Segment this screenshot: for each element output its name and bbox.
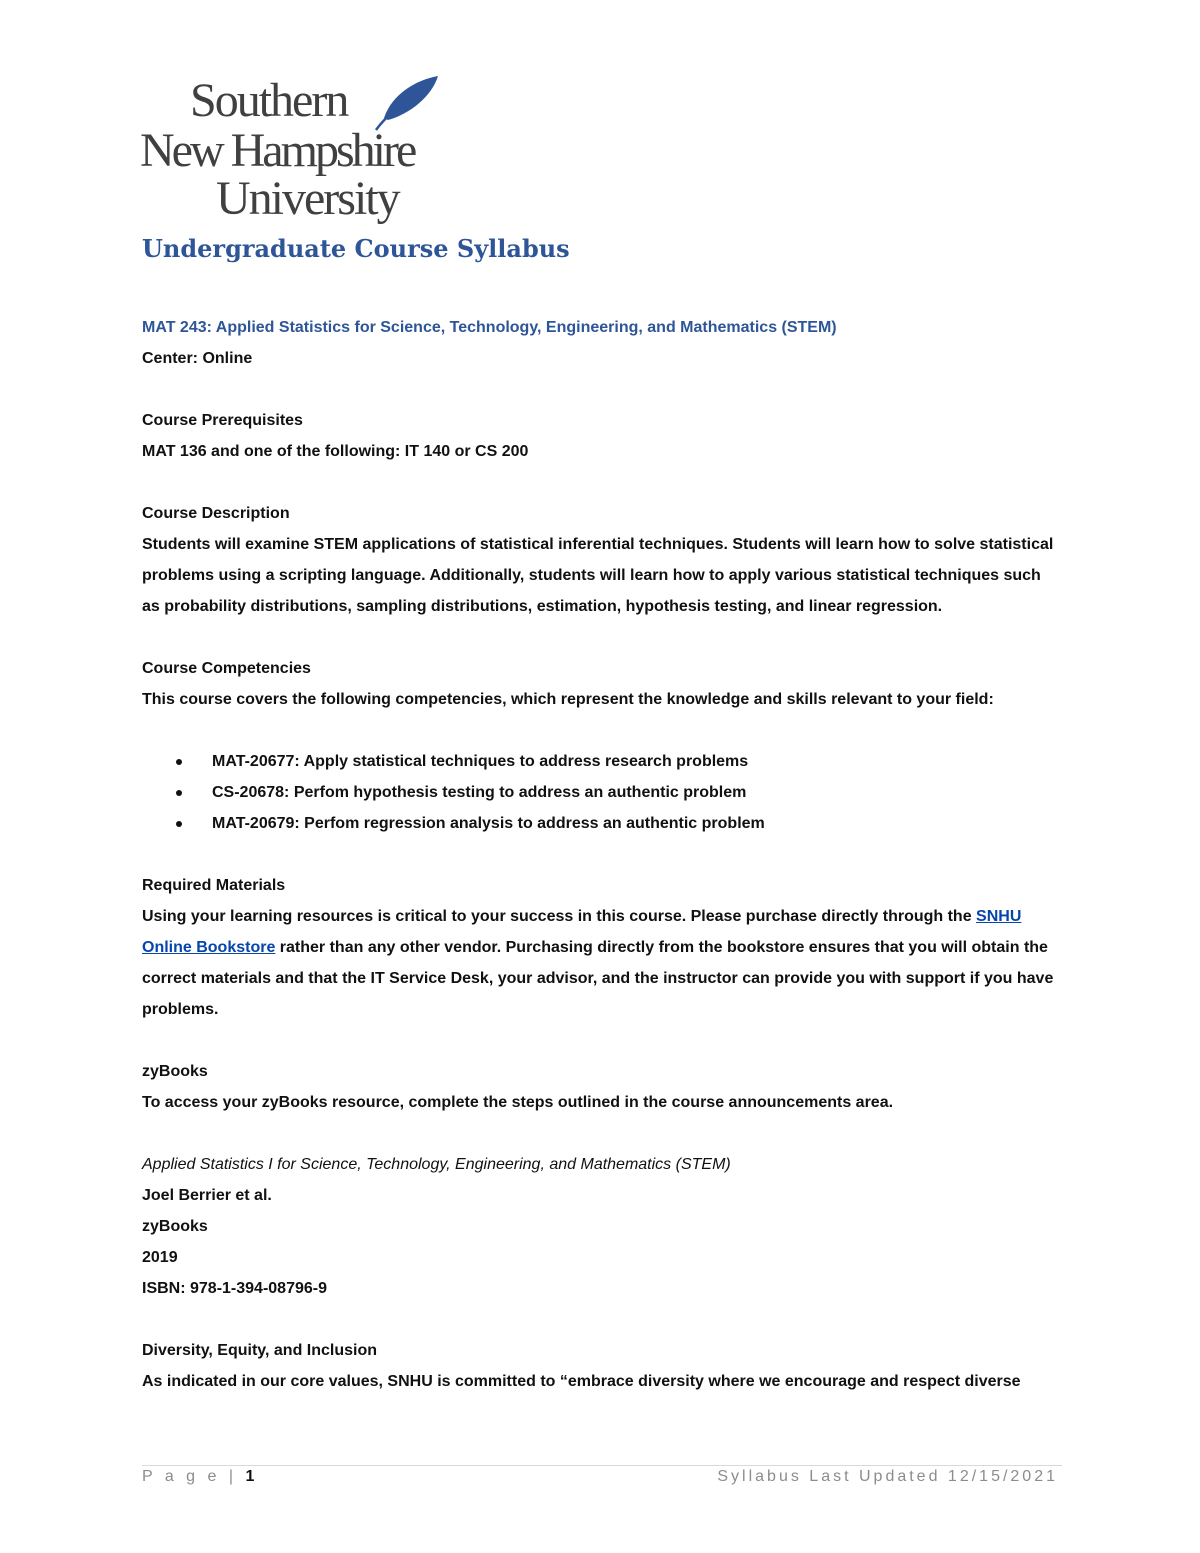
logo-line-new-hampshire: New Hampshire bbox=[140, 124, 415, 177]
prerequisites-heading: Course Prerequisites bbox=[142, 412, 303, 429]
materials-text-before: Using your learning resources is critical to your success in this course. Please purchase directly through the bbox=[142, 908, 977, 925]
course-title: MAT 243: Applied Statistics for Science, Technology, Engineering, and Mathematics (STEM) bbox=[142, 319, 837, 336]
materials-text-after: rather than any other vendor. Purchasing directly from the bookstore ensures that you will obtain the correct materials and that the IT Service Desk, your advisor, and the instructor can provide you with support if you have problems. bbox=[142, 939, 1054, 1018]
course-center: Center: Online bbox=[142, 350, 253, 367]
snhu-bookstore-link[interactable]: SNHU Online Bookstore bbox=[142, 908, 1022, 956]
competency-item: CS-20678: Perfom hypothesis testing to address an authentic problem bbox=[142, 777, 1057, 808]
footer-page-number: 1 bbox=[245, 1468, 259, 1485]
leaf-icon bbox=[376, 76, 438, 130]
logo-line-southern: Southern bbox=[190, 74, 348, 127]
syllabus-body bbox=[142, 232, 1057, 1397]
materials-heading: Required Materials bbox=[142, 877, 286, 894]
page-title: Undergraduate Course Syllabus bbox=[142, 234, 570, 263]
footer-last-updated: Syllabus Last Updated 12/15/2021 bbox=[717, 1468, 1058, 1485]
diversity-heading: Diversity, Equity, and Inclusion bbox=[142, 1342, 378, 1359]
book-isbn: ISBN: 978-1-394-08796-9 bbox=[142, 1280, 327, 1297]
book-author: Joel Berrier et al. bbox=[142, 1187, 272, 1204]
prerequisites-text: MAT 136 and one of the following: IT 140 or CS 200 bbox=[142, 443, 529, 460]
competency-item: MAT-20677: Apply statistical techniques to address research problems bbox=[142, 746, 1057, 777]
competency-item: MAT-20679: Perfom regression analysis to address an authentic problem bbox=[142, 808, 1057, 839]
competencies-intro: This course covers the following competencies, which represent the knowledge and skills relevant to your field: bbox=[142, 691, 994, 708]
logo-line-university: University bbox=[216, 172, 399, 224]
footer-page-label: P a g e | bbox=[142, 1468, 238, 1485]
book-publisher: zyBooks bbox=[142, 1218, 208, 1235]
description-text: Students will examine STEM applications of statistical inferential techniques. Students will learn how to solve statistical problems using a scripting language. Additionally, students will learn how to apply various statistical techniques such as probability distributions, sampling distributions, estimation, hypothesis testing, and linear regression. bbox=[142, 536, 1054, 615]
diversity-text: As indicated in our core values, SNHU is committed to “embrace diversity where we encourage and respect diverse bbox=[142, 1373, 1021, 1390]
book-title: Applied Statistics I for Science, Technology, Engineering, and Mathematics (STEM) bbox=[142, 1156, 731, 1173]
zybooks-text: To access your zyBooks resource, complete the steps outlined in the course announcements area. bbox=[142, 1094, 894, 1111]
zybooks-heading: zyBooks bbox=[142, 1063, 208, 1080]
description-heading: Course Description bbox=[142, 505, 290, 522]
university-logo bbox=[140, 72, 440, 224]
competencies-heading: Course Competencies bbox=[142, 660, 311, 677]
footer-divider bbox=[142, 1465, 1062, 1466]
competencies-list bbox=[142, 746, 1057, 839]
footer-page-indicator bbox=[142, 1468, 258, 1486]
book-year: 2019 bbox=[142, 1249, 178, 1266]
materials-text bbox=[142, 901, 1057, 1025]
